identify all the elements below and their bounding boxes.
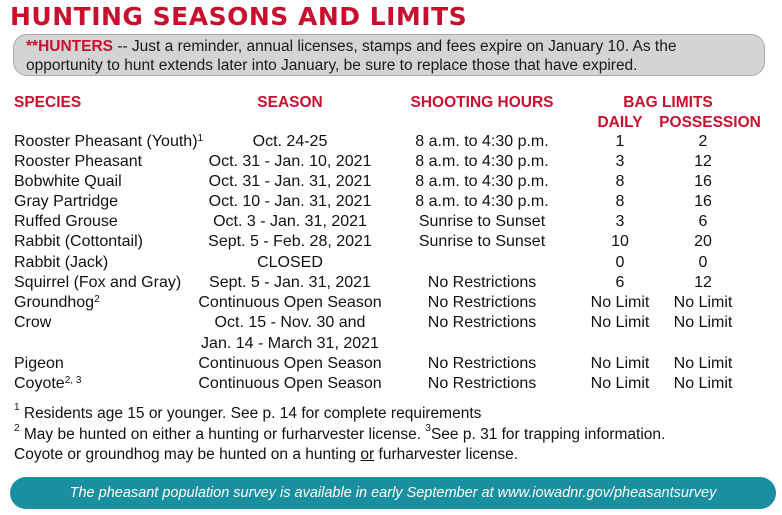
cell-daily: 10 bbox=[611, 233, 629, 250]
cell-possession: 12 bbox=[694, 153, 712, 170]
footnote-marker: 2, 3 bbox=[64, 375, 82, 386]
cell-daily: 8 bbox=[615, 173, 625, 190]
cell-species: Rooster Pheasant bbox=[14, 153, 143, 170]
cell-species: Rooster Pheasant (Youth)$^1$ bbox=[14, 133, 204, 150]
cell-hours: No Restrictions bbox=[427, 375, 537, 392]
table-row bbox=[0, 152, 782, 172]
cell-season: CLOSED bbox=[257, 254, 323, 271]
cell-daily: No Limit bbox=[590, 355, 650, 372]
cell-season: Sept. 5 - Jan. 31, 2021 bbox=[209, 274, 371, 291]
cell-possession: 0 bbox=[698, 254, 708, 271]
cell-season: Oct. 31 - Jan. 10, 2021 bbox=[208, 153, 372, 170]
cell-daily: No Limit bbox=[590, 314, 650, 331]
cell-possession: 6 bbox=[698, 213, 708, 230]
footnote-marker: 2 bbox=[94, 294, 100, 305]
cell-hours: No Restrictions bbox=[427, 355, 537, 372]
cell-species: Crow bbox=[14, 314, 52, 331]
cell-daily: 1 bbox=[615, 133, 625, 150]
cell-possession: 2 bbox=[698, 133, 708, 150]
cell-species: Squirrel (Fox and Gray) bbox=[14, 274, 182, 291]
notice-lead: **HUNTERS bbox=[26, 38, 113, 55]
header-bag-limits: BAG LIMITS bbox=[623, 94, 713, 111]
cell-season: Oct. 31 - Jan. 31, 2021 bbox=[208, 173, 372, 190]
table-row bbox=[0, 192, 782, 212]
cell-season: Sept. 5 - Feb. 28, 2021 bbox=[208, 233, 372, 250]
cell-possession: 16 bbox=[694, 193, 712, 210]
cell-daily: No Limit bbox=[590, 375, 650, 392]
cell-daily: 3 bbox=[615, 213, 625, 230]
cell-species: Rabbit (Cottontail) bbox=[14, 233, 143, 250]
cell-species: Gray Partridge bbox=[14, 193, 119, 210]
cell-hours: No Restrictions bbox=[427, 314, 537, 331]
table-row bbox=[0, 232, 782, 252]
cell-possession: 20 bbox=[694, 233, 712, 250]
cell-hours: No Restrictions bbox=[427, 274, 537, 291]
notice-text: -- Just a reminder, annual licenses, stamps and fees expire on January 10. As the opportunity to hunt extends later into January, be sure to replace those that have expired. bbox=[26, 38, 677, 74]
cell-season: Oct. 15 - Nov. 30 and bbox=[214, 314, 366, 331]
cell-season: Continuous Open Season bbox=[198, 375, 382, 392]
table-row bbox=[0, 212, 782, 232]
table-row bbox=[0, 172, 782, 192]
cell-species: Rabbit (Jack) bbox=[14, 254, 109, 271]
cell-season: Continuous Open Season bbox=[198, 294, 382, 311]
cell-season: Oct. 24-25 bbox=[252, 133, 328, 150]
cell-season: Oct. 10 - Jan. 31, 2021 bbox=[208, 193, 372, 210]
survey-banner: The pheasant population survey is available in early September at www.iowadnr.gov/pheasantsurvey bbox=[10, 477, 776, 509]
cell-possession: No Limit bbox=[673, 375, 733, 392]
header-season: SEASON bbox=[257, 94, 323, 111]
table-row bbox=[0, 273, 782, 293]
table-row bbox=[0, 374, 782, 394]
cell-hours: 8 a.m. to 4:30 p.m. bbox=[415, 173, 549, 190]
table-row bbox=[0, 313, 782, 333]
footnote-2: $^2$ May be hunted on either a hunting or furharvester license. $^3$See p. 31 for trapping information. bbox=[14, 423, 666, 443]
cell-possession: No Limit bbox=[673, 355, 733, 372]
reminder-notice bbox=[13, 34, 765, 76]
cell-possession: 12 bbox=[694, 274, 712, 291]
table-row bbox=[0, 253, 782, 273]
cell-season: Jan. 14 - March 31, 2021 bbox=[201, 335, 379, 352]
cell-hours: 8 a.m. to 4:30 p.m. bbox=[415, 193, 549, 210]
cell-species: Bobwhite Quail bbox=[14, 173, 122, 190]
header-shooting-hours: SHOOTING HOURS bbox=[410, 94, 554, 111]
cell-hours: No Restrictions bbox=[427, 294, 537, 311]
cell-hours: Sunrise to Sunset bbox=[418, 213, 546, 230]
cell-hours: 8 a.m. to 4:30 p.m. bbox=[415, 133, 549, 150]
cell-daily: No Limit bbox=[590, 294, 650, 311]
footnote-1: $^1$ Residents age 15 or younger. See p. 14 for complete requirements bbox=[14, 402, 482, 422]
cell-species: Ruffed Grouse bbox=[14, 213, 118, 230]
cell-daily: 0 bbox=[615, 254, 625, 271]
table-row bbox=[0, 293, 782, 313]
cell-species: Groundhog$^2$ bbox=[14, 294, 100, 311]
footnote-marker: 1 bbox=[197, 133, 204, 144]
cell-hours: Sunrise to Sunset bbox=[418, 233, 546, 250]
cell-species: Coyote$^{2, 3}$ bbox=[14, 375, 82, 392]
table-row bbox=[0, 334, 782, 354]
cell-season: Continuous Open Season bbox=[198, 355, 382, 372]
cell-hours: 8 a.m. to 4:30 p.m. bbox=[415, 153, 549, 170]
table-row bbox=[0, 354, 782, 374]
page-title: HUNTING SEASONS AND LIMITS bbox=[10, 2, 468, 31]
cell-possession: No Limit bbox=[673, 314, 733, 331]
cell-possession: No Limit bbox=[673, 294, 733, 311]
cell-daily: 6 bbox=[615, 274, 625, 291]
cell-daily: 8 bbox=[615, 193, 625, 210]
cell-possession: 16 bbox=[694, 173, 712, 190]
cell-daily: 3 bbox=[615, 153, 625, 170]
header-daily: DAILY bbox=[597, 114, 643, 131]
header-species: SPECIES bbox=[14, 94, 82, 111]
cell-species: Pigeon bbox=[14, 355, 64, 372]
header-possession: POSSESSION bbox=[659, 114, 761, 131]
table-row bbox=[0, 132, 782, 152]
footnote-coyote-groundhog: Coyote or groundhog may be hunted on a hunting or furharvester license. bbox=[14, 446, 519, 463]
cell-season: Oct. 3 - Jan. 31, 2021 bbox=[213, 213, 367, 230]
